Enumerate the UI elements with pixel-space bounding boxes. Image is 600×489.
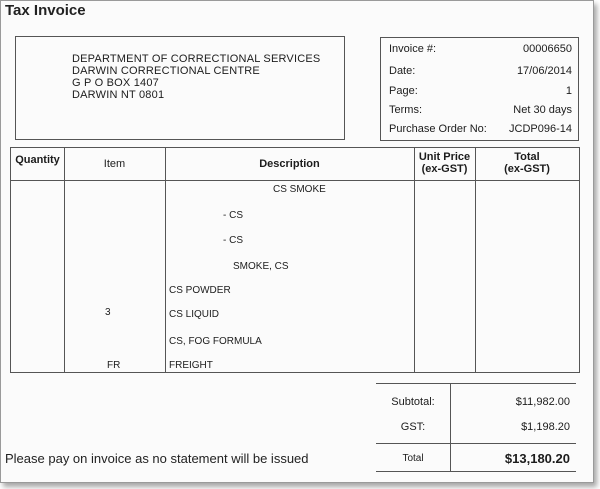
address-line: DARWIN CORRECTIONAL CENTRE <box>72 65 260 77</box>
line-item-description: - CS <box>223 210 243 221</box>
address-line: G P O BOX 1407 <box>72 77 159 89</box>
billing-address-box <box>15 36 345 140</box>
gst-value: $1,198.20 <box>521 421 570 433</box>
invoice-date-label: Date: <box>389 65 416 77</box>
column-header-unit-price: Unit Price (ex-GST) <box>418 151 471 175</box>
invoice-date-row <box>381 65 578 85</box>
page-number-label: Page: <box>389 85 418 97</box>
terms-label: Terms: <box>389 104 422 116</box>
purchase-order-label: Purchase Order No: <box>389 123 487 135</box>
column-header-item: Item <box>103 158 126 170</box>
line-items-table <box>10 147 580 373</box>
line-item-description: CS, FOG FORMULA <box>169 336 262 347</box>
line-item-description: SMOKE, CS <box>233 261 289 272</box>
terms-value: Net 30 days <box>513 104 572 116</box>
gst-label: GST: <box>400 421 426 433</box>
column-divider <box>165 148 166 372</box>
invoice-number-value: 00006650 <box>523 43 572 55</box>
page-number-value: 1 <box>565 85 572 97</box>
address-line: DARWIN NT 0801 <box>72 89 165 101</box>
totals-row-divider <box>376 443 576 444</box>
payment-note: Please pay on invoice as no statement will be issued <box>5 451 309 466</box>
column-header-quantity: Quantity <box>15 154 60 166</box>
totals-divider <box>450 384 451 471</box>
subtotal-value: $11,982.00 <box>515 396 570 408</box>
address-line: DEPARTMENT OF CORRECTIONAL SERVICES <box>72 53 321 65</box>
line-item-description: - CS <box>223 235 243 246</box>
purchase-order-value: JCDP096-14 <box>509 123 572 135</box>
total-value: $13,180.20 <box>504 451 570 466</box>
invoice-details-box <box>380 37 579 141</box>
page-title: Tax Invoice <box>5 2 86 19</box>
column-divider <box>475 148 476 372</box>
column-divider <box>414 148 415 372</box>
line-item-description: FREIGHT <box>169 360 213 371</box>
line-item-description: CS POWDER <box>169 285 231 296</box>
line-item-code: 3 <box>105 307 111 318</box>
page-number-row <box>381 85 578 105</box>
invoice-number-row <box>381 43 578 63</box>
line-item-code: FR <box>107 360 121 371</box>
totals-box <box>376 383 576 472</box>
invoice-number-label: Invoice #: <box>389 43 437 55</box>
column-divider <box>64 148 65 372</box>
invoice-date-value: 17/06/2014 <box>516 65 572 77</box>
total-label: Total <box>402 453 424 464</box>
subtotal-label: Subtotal: <box>391 396 435 408</box>
terms-row <box>381 104 578 124</box>
purchase-order-row <box>381 123 578 143</box>
line-item-description: CS LIQUID <box>169 309 220 320</box>
column-header-total: Total (ex-GST) <box>504 151 550 175</box>
line-item-description: CS SMOKE <box>273 184 326 195</box>
column-header-description: Description <box>259 158 320 170</box>
header-divider <box>11 180 579 181</box>
